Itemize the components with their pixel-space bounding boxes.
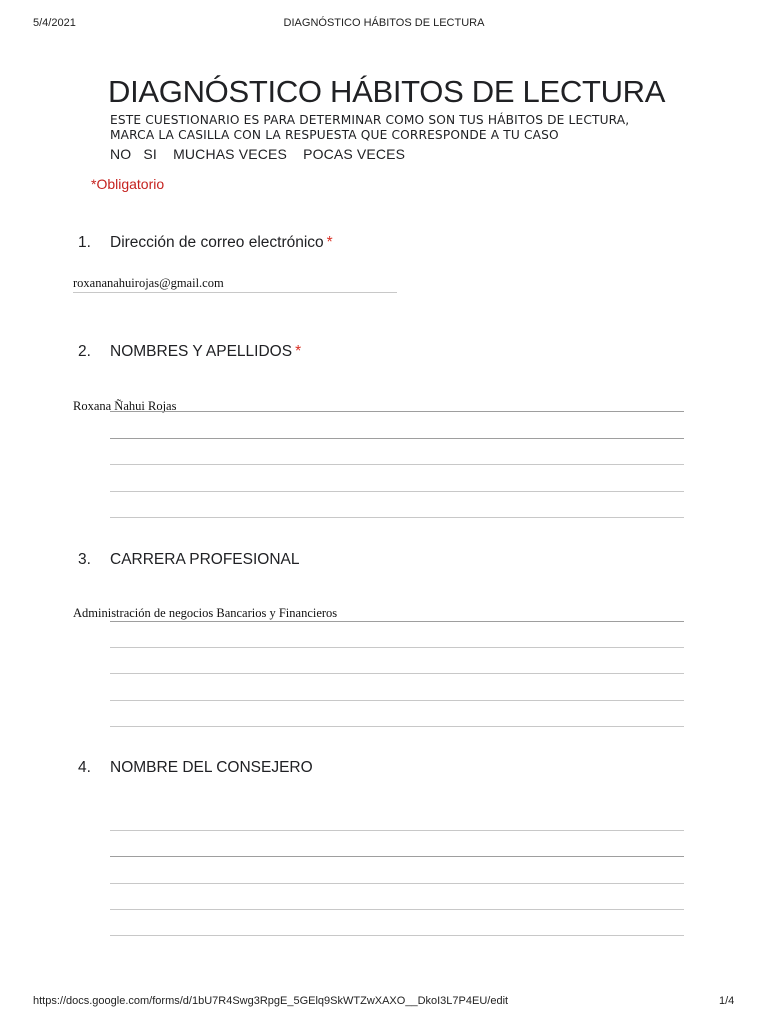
print-footer-url: https://docs.google.com/forms/d/1bU7R4Swg3RpgE_5GElq9SkWTZwXAXO__DkoI3L7P4EU/edit	[33, 995, 509, 1007]
question-1-answer-line	[73, 292, 397, 293]
question-2-answer-line	[110, 491, 684, 492]
question-3-answer-line	[110, 726, 684, 727]
question-4-text: NOMBRE DEL CONSEJERO	[110, 759, 313, 776]
print-header-title: DIAGNÓSTICO HÁBITOS DE LECTURA	[283, 17, 485, 29]
question-1-text: Dirección de correo electrónico	[110, 234, 324, 251]
question-3-answer-line	[110, 647, 684, 648]
question-1-answer[interactable]: roxananahuirojas@gmail.com	[73, 276, 224, 290]
question-3-answer-line	[110, 621, 684, 622]
question-4-answer-line	[110, 909, 684, 910]
required-note: *Obligatorio	[91, 176, 165, 192]
question-1-number: 1.	[78, 234, 91, 251]
print-date: 5/4/2021	[33, 17, 76, 29]
question-2-answer[interactable]: Roxana Ñahui Rojas	[73, 399, 177, 413]
question-4-answer-line	[110, 935, 684, 936]
question-3-answer-line	[110, 700, 684, 701]
question-4-number: 4.	[78, 759, 91, 776]
question-3-number: 3.	[78, 551, 91, 568]
question-2-answer-line	[110, 517, 684, 518]
print-page-number: 1/4	[719, 995, 735, 1007]
question-2-answer-line	[110, 411, 684, 412]
question-2-text: NOMBRES Y APELLIDOS	[110, 343, 293, 360]
question-4-answer-line	[110, 830, 684, 831]
form-title: DIAGNÓSTICO HÁBITOS DE LECTURA	[108, 74, 666, 109]
question-2-number: 2.	[78, 343, 91, 360]
question-4-answer-line	[110, 856, 684, 857]
question-3-answer-line	[110, 673, 684, 674]
question-3-text: CARRERA PROFESIONAL	[110, 551, 300, 568]
question-1-label	[110, 234, 333, 252]
form-description-line-3: NO SI MUCHAS VECES POCAS VECES	[110, 146, 406, 162]
question-2-answer-line	[110, 464, 684, 465]
form-description-line-2: MARCA LA CASILLA CON LA RESPUESTA QUE CORRESPONDE A TU CASO	[110, 128, 559, 142]
form-description-line-1: ESTE CUESTIONARIO ES PARA DETERMINAR COMO SON TUS HÁBITOS DE LECTURA,	[110, 113, 630, 127]
question-4-answer-line	[110, 883, 684, 884]
question-1-required-mark: *	[326, 234, 333, 251]
question-3-answer[interactable]: Administración de negocios Bancarios y Financieros	[73, 606, 338, 620]
question-2-answer-line	[110, 438, 684, 439]
question-2-label	[110, 343, 301, 361]
question-2-required-mark: *	[295, 343, 302, 360]
